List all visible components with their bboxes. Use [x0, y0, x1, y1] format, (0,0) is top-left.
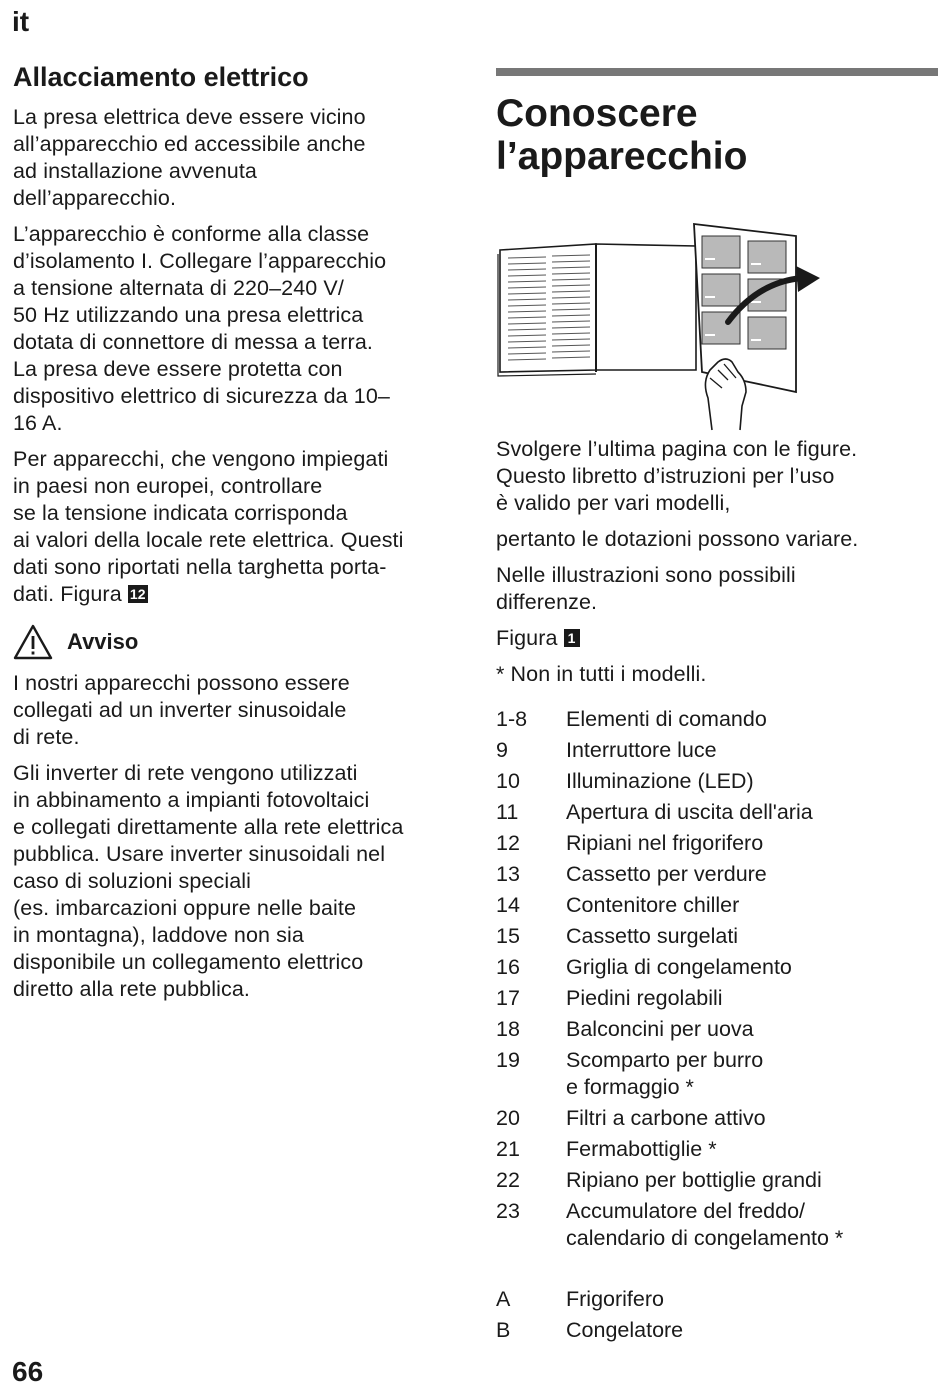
legend-description-line: Contenitore chiller	[566, 893, 740, 917]
legend-description-line: Apertura di uscita dell'aria	[566, 800, 813, 824]
legend-description	[566, 923, 938, 950]
legend-description	[566, 737, 938, 764]
legend-number: 21	[496, 1137, 520, 1161]
text-line: differenze.	[496, 590, 598, 614]
text-line: in paesi non europei, controllare	[13, 474, 323, 498]
component-legend	[496, 706, 938, 1252]
manual-fold-out-illustration	[496, 222, 826, 432]
legend-item	[496, 954, 938, 981]
legend-number: 1-8	[496, 707, 528, 731]
legend-item	[496, 1016, 938, 1043]
legend-item	[496, 861, 938, 888]
legend-item	[496, 768, 938, 795]
legend-description-line: Fermabottiglie *	[566, 1137, 717, 1161]
legend-number: 16	[496, 955, 520, 979]
legend-number: 18	[496, 1017, 520, 1041]
text-line: e collegati direttamente alla rete elettrica	[13, 815, 404, 839]
legend-number: 13	[496, 862, 520, 886]
text-line: in montagna), laddove non sia	[13, 923, 304, 947]
text-line: disponibile un collegamento elettrico	[13, 950, 364, 974]
figure-number-badge: 12	[129, 586, 146, 602]
legend-description	[566, 1105, 938, 1132]
paragraph-lines	[13, 446, 453, 581]
text-line: Nelle illustrazioni sono possibili	[496, 563, 796, 587]
zone-legend	[496, 1286, 938, 1344]
legend-description-line: Ripiano per bottiglie grandi	[566, 1168, 822, 1192]
text-line: è valido per vari modelli,	[496, 491, 731, 515]
text-line: (es. imbarcazioni oppure nelle baite	[13, 896, 357, 920]
legend-item	[496, 706, 938, 733]
legend-description-line: Frigorifero	[566, 1287, 664, 1311]
legend-description-line: Balconcini per uova	[566, 1017, 754, 1041]
warning-paragraph	[13, 760, 453, 1003]
legend-item	[496, 1167, 938, 1194]
text-line: dotata di connettore di messa a terra.	[13, 330, 373, 354]
legend-number: 20	[496, 1106, 520, 1130]
legend-item	[496, 737, 938, 764]
legend-item	[496, 985, 938, 1012]
legend-description-line: Scomparto per burro	[566, 1048, 764, 1072]
legend-number: 11	[496, 800, 519, 824]
legend-spacer	[496, 1256, 938, 1286]
text-line: ai valori della locale rete elettrica. Questi	[13, 528, 404, 552]
legend-description	[566, 1317, 938, 1344]
legend-item	[496, 1317, 938, 1344]
legend-item	[496, 1105, 938, 1132]
text-line: ad installazione avvenuta	[13, 159, 257, 183]
legend-item	[496, 892, 938, 919]
figure-label: Figura	[496, 626, 558, 650]
legend-item	[496, 1198, 938, 1252]
paragraph-line	[13, 581, 453, 608]
text-line: 16 A.	[13, 411, 63, 435]
legend-item	[496, 799, 938, 826]
footnote: * Non in tutti i modelli.	[496, 662, 707, 686]
legend-description	[566, 799, 938, 826]
figure-reference-text: dati. Figura	[13, 582, 122, 606]
legend-number: 22	[496, 1168, 520, 1192]
paragraph: pertanto le dotazioni possono variare.	[496, 527, 859, 551]
legend-description	[566, 1016, 938, 1043]
left-column	[13, 60, 453, 1012]
text-line: dati sono riportati nella targhetta porta-	[13, 555, 387, 579]
section-rule	[496, 68, 938, 76]
intro-text	[496, 436, 938, 688]
paragraph	[13, 104, 453, 212]
warning-paragraph	[13, 670, 453, 751]
legend-description-line: Accumulatore del freddo/	[566, 1199, 806, 1223]
legend-description-line: Filtri a carbone attivo	[566, 1106, 766, 1130]
text-line: dispositivo elettrico di sicurezza da 10–	[13, 384, 390, 408]
legend-item	[496, 1136, 938, 1163]
legend-description	[566, 768, 938, 795]
warning-triangle-icon	[13, 624, 53, 660]
legend-number: 15	[496, 924, 520, 948]
legend-description-line: Interruttore luce	[566, 738, 717, 762]
legend-description-line: Elementi di comando	[566, 707, 767, 731]
legend-number: 19	[496, 1048, 520, 1072]
legend-description	[566, 861, 938, 888]
text-line: l’apparecchio	[496, 135, 748, 178]
legend-description-line: Illuminazione (LED)	[566, 769, 754, 793]
legend-number: 23	[496, 1199, 520, 1223]
text-line: 50 Hz utilizzando una presa elettrica	[13, 303, 364, 327]
legend-description-line: e formaggio *	[566, 1075, 694, 1099]
legend-description	[566, 830, 938, 857]
legend-description-line: Griglia di congelamento	[566, 955, 792, 979]
text-line: La presa deve essere protetta con	[13, 357, 343, 381]
language-code: it	[12, 6, 30, 37]
text-line: di rete.	[13, 725, 80, 749]
text-line: Gli inverter di rete vengono utilizzati	[13, 761, 358, 785]
paragraph	[13, 446, 453, 608]
paragraph	[496, 436, 938, 517]
legend-description	[566, 706, 938, 733]
text-line: diretto alla rete pubblica.	[13, 977, 250, 1001]
legend-description-line: Cassetto surgelati	[566, 924, 739, 948]
legend-description-line: Ripiani nel frigorifero	[566, 831, 764, 855]
legend-description-line: Congelatore	[566, 1318, 684, 1342]
text-line: I nostri apparecchi possono essere	[13, 671, 350, 695]
text-line: Conoscere	[496, 92, 698, 135]
legend-description-line: calendario di congelamento *	[566, 1226, 844, 1250]
page-title	[496, 92, 938, 178]
legend-item	[496, 830, 938, 857]
figure-number-badge: 1	[564, 629, 580, 647]
page-number: 66	[12, 1356, 44, 1387]
legend-number: 14	[496, 893, 520, 917]
figure-reference	[496, 625, 938, 652]
text-line: se la tensione indicata corrisponda	[13, 501, 348, 525]
legend-number: 9	[496, 738, 508, 762]
legend-item	[496, 1047, 938, 1101]
text-line: collegati ad un inverter sinusoidale	[13, 698, 347, 722]
section-heading-electrical: Allacciamento elettrico	[13, 62, 309, 92]
text-line: Svolgere l’ultima pagina con le figure.	[496, 437, 858, 461]
legend-description	[566, 892, 938, 919]
text-line: pubblica. Usare inverter sinusoidali nel	[13, 842, 386, 866]
text-line: Per apparecchi, che vengono impiegati	[13, 447, 389, 471]
legend-number: 10	[496, 769, 520, 793]
legend-description	[566, 1167, 938, 1194]
legend-description	[566, 1198, 938, 1252]
text-line: dell’apparecchio.	[13, 186, 177, 210]
legend-description	[566, 985, 938, 1012]
legend-description-line: Piedini regolabili	[566, 986, 723, 1010]
right-column	[496, 68, 938, 1348]
text-line: Questo libretto d’istruzioni per l’uso	[496, 464, 835, 488]
legend-description	[566, 1136, 938, 1163]
legend-item	[496, 1286, 938, 1313]
legend-description-line: Cassetto per verdure	[566, 862, 767, 886]
legend-number: A	[496, 1287, 511, 1311]
legend-item	[496, 923, 938, 950]
text-line: L’apparecchio è conforme alla classe	[13, 222, 370, 246]
text-line: caso di soluzioni speciali	[13, 869, 252, 893]
legend-number: 12	[496, 831, 520, 855]
text-line: La presa elettrica deve essere vicino	[13, 105, 366, 129]
warning-header	[13, 624, 453, 660]
legend-number: B	[496, 1318, 511, 1342]
text-line: in abbinamento a impianti fotovoltaici	[13, 788, 370, 812]
text-line: d’isolamento I. Collegare l’apparecchio	[13, 249, 387, 273]
text-line: all’apparecchio ed accessibile anche	[13, 132, 366, 156]
legend-description	[566, 1047, 938, 1101]
text-line: a tensione alternata di 220–240 V/	[13, 276, 344, 300]
paragraph	[496, 562, 938, 616]
legend-description	[566, 1286, 938, 1313]
legend-description	[566, 954, 938, 981]
legend-number: 17	[496, 986, 520, 1010]
paragraph	[13, 221, 453, 437]
warning-label: Avviso	[67, 629, 139, 654]
